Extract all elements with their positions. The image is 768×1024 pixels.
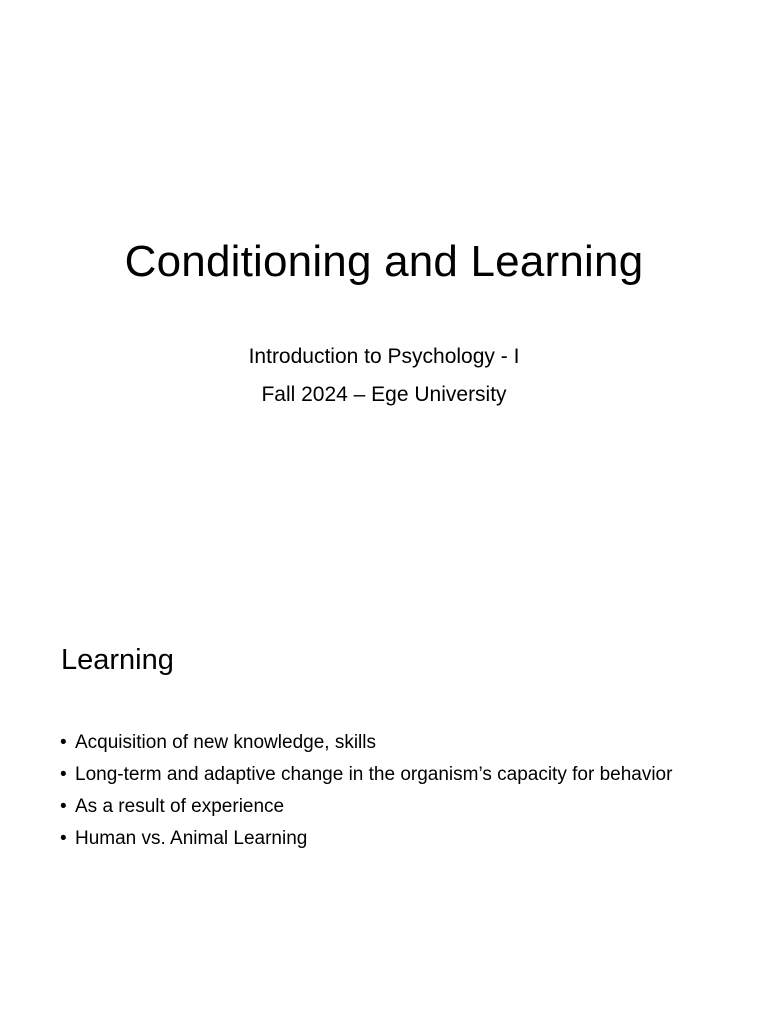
list-item	[60, 762, 680, 787]
bullet-text: Long-term and adaptive change in the organism’s capacity for behavior	[75, 764, 673, 785]
bullet-icon: •	[60, 796, 67, 817]
bullet-text: Acquisition of new knowledge, skills	[75, 732, 376, 753]
bullet-text: Human vs. Animal Learning	[75, 828, 308, 849]
list-item	[60, 730, 680, 755]
content-heading: Learning	[61, 644, 174, 676]
bullet-list	[60, 730, 680, 858]
bullet-icon: •	[60, 828, 67, 849]
slide-title: Conditioning and Learning	[124, 237, 644, 286]
bullet-icon: •	[60, 732, 67, 753]
list-item	[60, 794, 680, 819]
subtitle-course: Introduction to Psychology - I	[248, 345, 520, 368]
subtitle-term: Fall 2024 – Ege University	[261, 383, 507, 406]
bullet-icon: •	[60, 764, 67, 785]
list-item	[60, 826, 680, 851]
bullet-text: As a result of experience	[75, 796, 285, 817]
slide-subtitle	[0, 338, 768, 414]
content-slide	[0, 576, 768, 1024]
